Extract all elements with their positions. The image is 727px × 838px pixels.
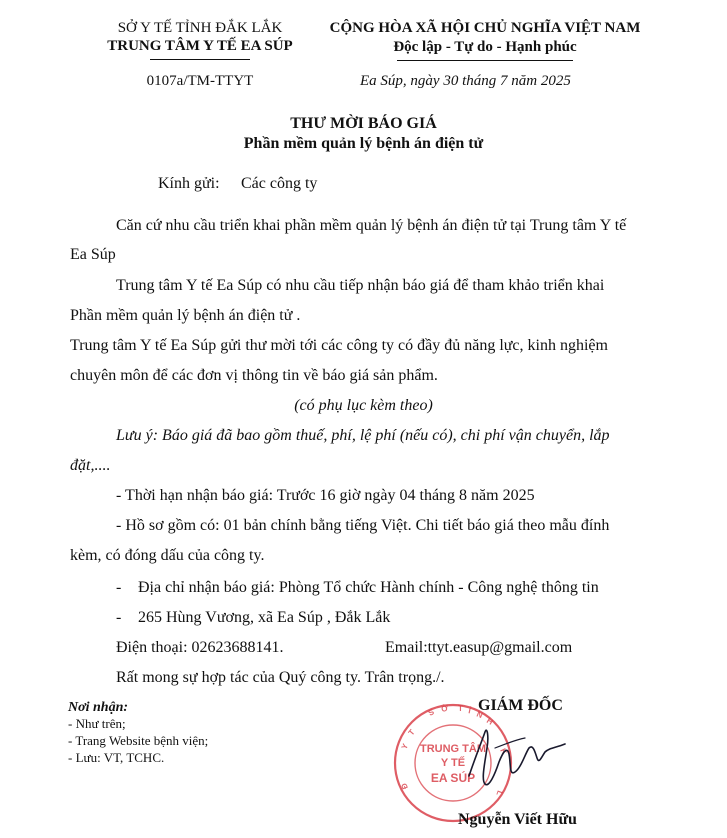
document-title: THƯ MỜI BÁO GIÁ <box>290 115 437 132</box>
paragraph-2-line-1: Trung tâm Y tế Ea Súp có nhu cầu tiếp nhận báo giá để tham khảo triển khai <box>116 277 605 294</box>
national-title: CỘNG HÒA XÃ HỘI CHỦ NGHĨA VIỆT NAM <box>329 20 641 36</box>
phone: Điện thoại: 02623688141. <box>116 639 284 656</box>
recipients-item-1: - Như trên; <box>68 716 126 731</box>
svg-text:T: T <box>458 704 463 713</box>
dossier-line-2: kèm, có đóng dấu của công ty. <box>70 547 265 564</box>
svg-text:H: H <box>484 716 495 727</box>
svg-text:S: S <box>426 707 436 718</box>
unit-underline <box>150 59 250 60</box>
svg-text:L: L <box>494 789 505 797</box>
recipients-heading: Nơi nhận: <box>68 700 129 715</box>
motto-underline <box>397 60 573 61</box>
unit-name: TRUNG TÂM Y TẾ EA SÚP <box>107 38 293 54</box>
address-dash-2: - <box>116 609 122 626</box>
signer-name: Nguyễn Viết Hữu <box>458 811 577 828</box>
reference-number: 0107a/TM-TTYT <box>146 73 254 89</box>
paragraph-3-line-2: chuyên môn để các đơn vị thông tin về báo giá sản phẩm. <box>70 367 438 384</box>
signer-position: GIÁM ĐỐC <box>478 697 563 714</box>
dossier-line-1: - Hồ sơ gồm có: 01 bản chính bằng tiếng Việt. Chi tiết báo giá theo mẫu đính <box>116 517 610 534</box>
address-street: 265 Hùng Vương, xã Ea Súp , Đắk Lắk <box>138 609 391 626</box>
stamp-line-3: EA SÚP <box>430 771 476 785</box>
handwritten-signature <box>455 718 575 798</box>
closing-line: Rất mong sự hợp tác của Quý công ty. Trân trọng./. <box>116 669 445 686</box>
stamp-line-1: TRUNG TÂM <box>420 743 486 755</box>
agency-name: SỞ Y TẾ TỈNH ĐẮK LẮK <box>117 20 283 36</box>
address-dash-1: - <box>116 579 122 596</box>
svg-text:Ở: Ở <box>440 703 450 714</box>
recipient-value: Các công ty <box>241 175 318 192</box>
deadline: - Thời hạn nhận báo giá: Trước 16 giờ ngày 04 tháng 8 năm 2025 <box>116 487 535 504</box>
recipient-label: Kính gửi: <box>158 175 220 192</box>
paragraph-1-line-1: Căn cứ nhu cầu triển khai phần mềm quản lý bệnh án điện tử tại Trung tâm Y tế <box>116 217 627 234</box>
paragraph-1-line-2: Ea Súp <box>70 246 116 263</box>
email: Email:ttyt.easup@gmail.com <box>385 639 573 656</box>
note-line-2: đặt,.... <box>70 457 111 474</box>
recipients-item-3: - Lưu: VT, TCHC. <box>68 750 165 765</box>
svg-text:Đ: Đ <box>399 781 410 791</box>
appendix-note: (có phụ lục kèm theo) <box>294 397 433 414</box>
svg-text:K: K <box>498 747 509 757</box>
svg-text:N: N <box>475 709 484 721</box>
document-date: Ea Súp, ngày 30 tháng 7 năm 2025 <box>360 73 571 89</box>
document-subtitle: Phần mềm quản lý bệnh án điện tử <box>243 135 484 152</box>
paragraph-3-line-1: Trung tâm Y tế Ea Súp gửi thư mời tới các công ty có đầy đủ năng lực, kinh nghiệm <box>70 337 608 354</box>
paragraph-2-line-2: Phần mềm quản lý bệnh án điện tử . <box>70 307 301 324</box>
stamp-line-2: Y TẾ <box>440 757 466 769</box>
svg-text:T: T <box>406 727 417 738</box>
svg-text:Y: Y <box>399 742 411 751</box>
recipients-item-2: - Trang Website bệnh viện; <box>68 733 209 748</box>
address-label: Địa chỉ nhận báo giá: Phòng Tổ chức Hành chính - Công nghệ thông tin <box>138 579 599 596</box>
national-motto: Độc lập - Tự do - Hạnh phúc <box>393 39 577 55</box>
note-line-1: Lưu ý: Báo giá đã bao gồm thuế, phí, lệ phí (nếu có), chi phí vận chuyển, lắp <box>116 427 610 444</box>
svg-text:Ỉ: Ỉ <box>467 706 472 716</box>
